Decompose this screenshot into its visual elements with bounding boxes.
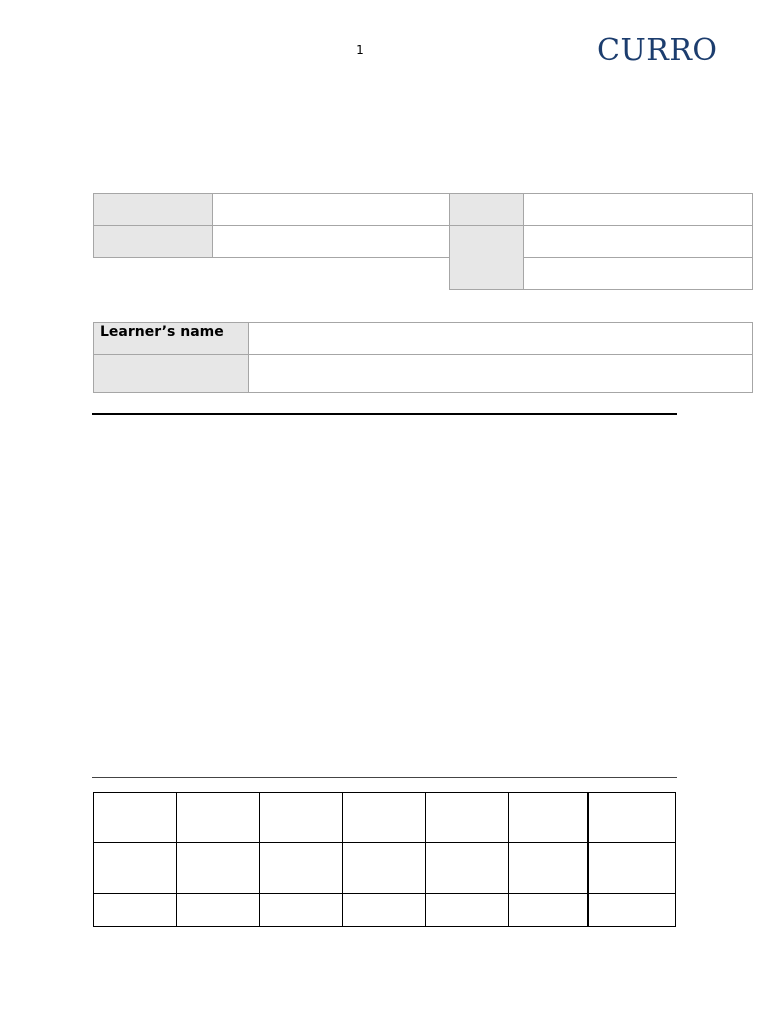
info-empty-space — [94, 258, 450, 290]
grid-cell[interactable] — [509, 894, 588, 927]
learner-name-value[interactable] — [249, 323, 753, 355]
top-divider — [92, 413, 677, 415]
grid-cell[interactable] — [343, 793, 426, 843]
grid-cell[interactable] — [260, 894, 343, 927]
info-row — [94, 194, 753, 226]
grid-cell[interactable] — [94, 843, 177, 894]
info-row — [94, 258, 753, 290]
info-side-value-cell[interactable] — [524, 226, 753, 258]
grid-cell[interactable] — [588, 894, 676, 927]
grid-row — [94, 843, 676, 894]
grid-cell[interactable] — [343, 894, 426, 927]
grid-cell[interactable] — [509, 843, 588, 894]
learner-second-label — [94, 355, 249, 393]
grid-cell[interactable] — [260, 843, 343, 894]
grid-cell[interactable] — [343, 843, 426, 894]
score-grid — [93, 792, 676, 927]
info-side-label-cell — [450, 226, 524, 290]
curro-logo: CURRO — [597, 33, 718, 68]
learner-row — [94, 323, 753, 355]
info-label-cell — [94, 194, 213, 226]
info-side-label-cell — [450, 194, 524, 226]
info-value-cell[interactable] — [213, 194, 450, 226]
assessment-info-table — [93, 193, 753, 290]
info-value-cell[interactable] — [213, 226, 450, 258]
grid-cell[interactable] — [509, 793, 588, 843]
info-side-value-cell[interactable] — [524, 194, 753, 226]
learner-name-label — [94, 323, 249, 355]
grid-cell[interactable] — [426, 843, 509, 894]
grid-cell[interactable] — [177, 894, 260, 927]
grid-row — [94, 894, 676, 927]
grid-cell[interactable] — [177, 793, 260, 843]
grid-cell[interactable] — [588, 793, 676, 843]
grid-cell[interactable] — [426, 894, 509, 927]
learner-table — [93, 322, 753, 393]
grid-cell[interactable] — [260, 793, 343, 843]
bottom-divider — [92, 777, 677, 778]
grid-cell[interactable] — [94, 894, 177, 927]
learner-row — [94, 355, 753, 393]
grid-cell[interactable] — [426, 793, 509, 843]
grid-cell[interactable] — [588, 843, 676, 894]
info-row — [94, 226, 753, 258]
grid-cell[interactable] — [94, 793, 177, 843]
info-side-value-cell[interactable] — [524, 258, 753, 290]
learner-second-value[interactable] — [249, 355, 753, 393]
grid-row — [94, 793, 676, 843]
grid-cell[interactable] — [177, 843, 260, 894]
info-label-cell — [94, 226, 213, 258]
learner-name-label-text: Learner’s name — [100, 324, 224, 340]
page-number: 1 — [356, 43, 364, 57]
